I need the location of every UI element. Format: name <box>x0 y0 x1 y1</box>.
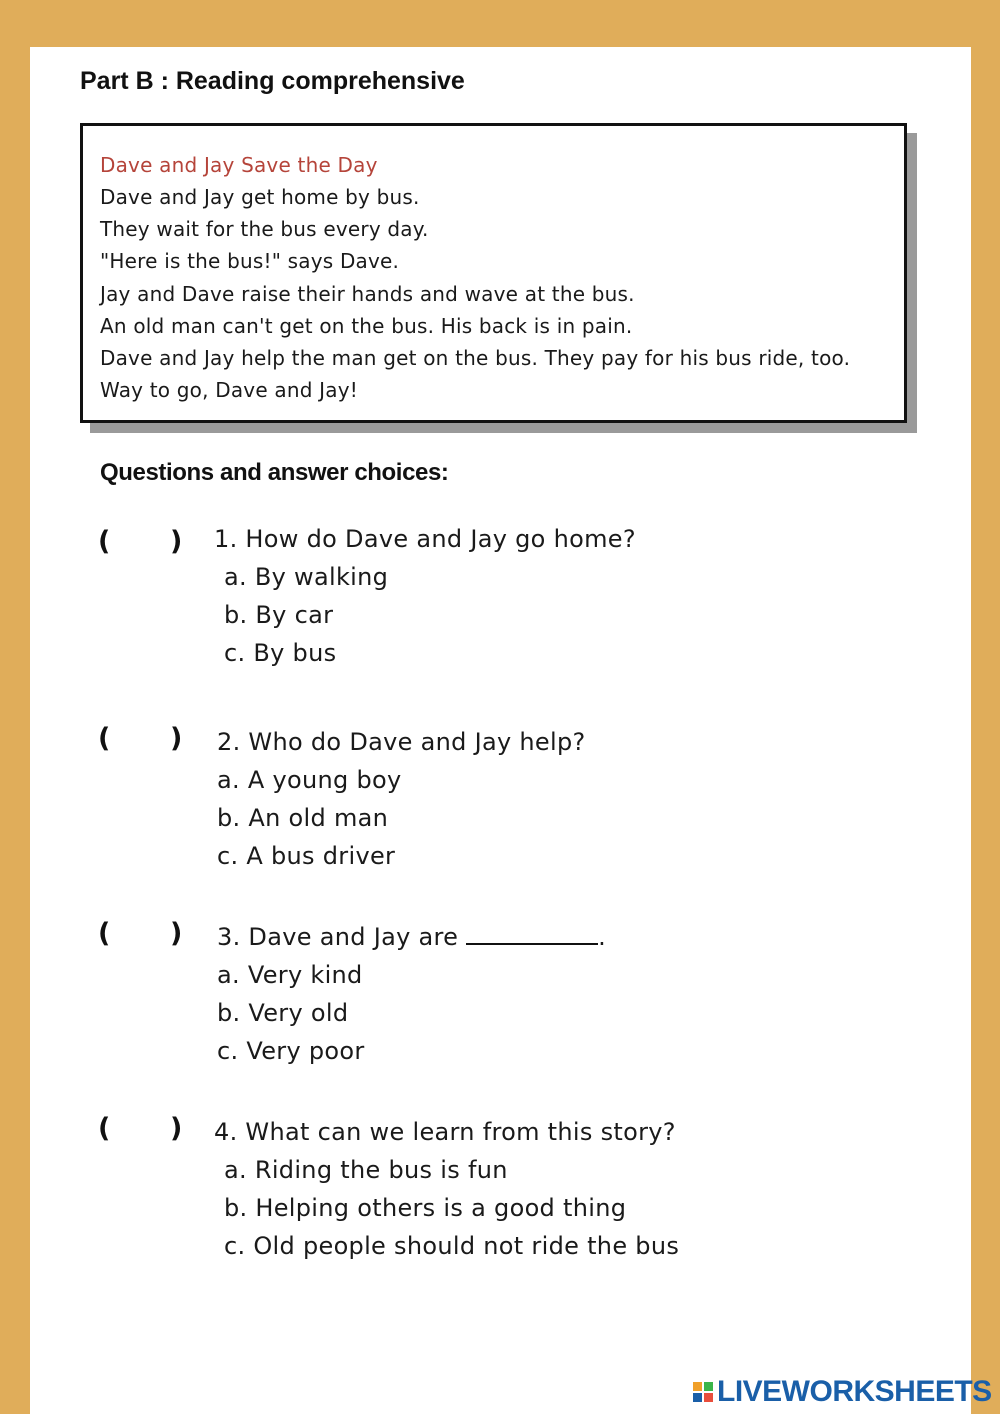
question-2-option-c: c. A bus driver <box>217 842 396 870</box>
question-4: 4. What can we learn from this story? <box>214 1118 676 1146</box>
logo-text: LIVEWORKSHEETS <box>717 1375 992 1408</box>
story-line: Jay and Dave raise their hands and wave at the bus. <box>100 282 635 306</box>
question-1-option-b: b. By car <box>224 601 334 629</box>
logo-square <box>693 1393 702 1402</box>
questions-heading: Questions and answer choices: <box>100 459 449 486</box>
answer-bracket-close: ) <box>170 918 183 949</box>
story-line: "Here is the bus!" says Dave. <box>100 249 400 273</box>
answer-bracket-open: ( <box>98 526 111 557</box>
part-heading: Part B : Reading comprehensive <box>80 67 465 95</box>
story-line: They wait for the bus every day. <box>100 217 429 241</box>
question-3-end: . <box>598 923 607 951</box>
question-3-option-a: a. Very kind <box>217 961 363 989</box>
question-3 <box>217 922 606 952</box>
logo-grid-icon <box>693 1382 713 1402</box>
story-line: An old man can't get on the bus. His back is in pain. <box>100 314 633 338</box>
story-line: Dave and Jay get home by bus. <box>100 185 420 209</box>
question-4-option-c: c. Old people should not ride the bus <box>224 1232 680 1260</box>
answer-bracket-open: ( <box>98 1113 111 1144</box>
liveworksheets-logo[interactable] <box>693 1375 992 1409</box>
answer-bracket-close: ) <box>170 526 183 557</box>
answer-bracket-close: ) <box>170 723 183 754</box>
question-4-option-a: a. Riding the bus is fun <box>224 1156 508 1184</box>
logo-square <box>704 1393 713 1402</box>
worksheet-page <box>30 47 971 1414</box>
question-2-option-b: b. An old man <box>217 804 389 832</box>
story-box <box>80 123 907 423</box>
question-2-option-a: a. A young boy <box>217 766 402 794</box>
question-1-option-c: c. By bus <box>224 639 337 667</box>
question-3-option-b: b. Very old <box>217 999 349 1027</box>
question-3-option-c: c. Very poor <box>217 1037 365 1065</box>
answer-bracket-open: ( <box>98 918 111 949</box>
logo-square <box>693 1382 702 1391</box>
logo-square <box>704 1382 713 1391</box>
answer-blank <box>466 923 598 945</box>
story-title: Dave and Jay Save the Day <box>100 153 378 177</box>
question-2: 2. Who do Dave and Jay help? <box>217 728 586 756</box>
question-1: 1. How do Dave and Jay go home? <box>214 525 636 553</box>
story-line: Way to go, Dave and Jay! <box>100 378 358 402</box>
question-1-option-a: a. By walking <box>224 563 389 591</box>
answer-bracket-open: ( <box>98 723 111 754</box>
story-line: Dave and Jay help the man get on the bus. They pay for his bus ride, too. <box>100 346 851 370</box>
question-4-option-b: b. Helping others is a good thing <box>224 1194 627 1222</box>
question-3-text: 3. Dave and Jay are <box>217 923 459 951</box>
answer-bracket-close: ) <box>170 1113 183 1144</box>
